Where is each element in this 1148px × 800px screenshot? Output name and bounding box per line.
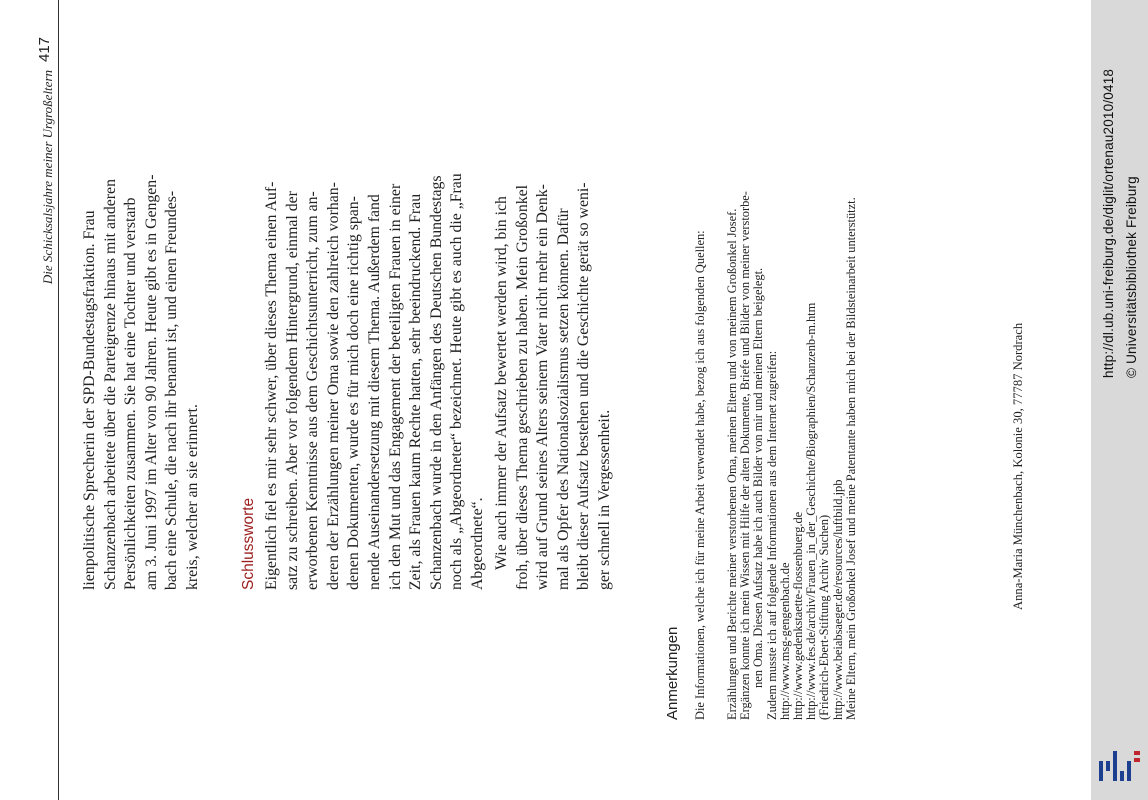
text-line: ger schnell in Vergessenheit. xyxy=(595,409,613,590)
paragraph-closing xyxy=(492,35,616,590)
note-link: http://www.beiabsaeger.de/resources/luftbild.jpb xyxy=(830,479,845,720)
copyright-notice: © Universitätsbibliothek Freiburg xyxy=(1124,176,1139,378)
text-line: denen Dokumenten, wurde es für mich doch eine richtig span- xyxy=(345,196,363,590)
note-line: Erzählungen und Berichte meiner verstorbenen Oma, meinen Eltern und von meinem Großonkel Josef. xyxy=(725,208,739,720)
text-line: Abgeordnete“. xyxy=(468,497,486,590)
text-line: Wie auch immer der Aufsatz bewertet werden wird, bin ich xyxy=(493,196,510,570)
text-line: deren der Erzählungen meiner Oma sowie den zahlreich vorhan- xyxy=(324,182,342,590)
note-line: Meine Eltern, mein Großonkel Josef und meine Patentante haben mich bei der Bildsteinarbeit unterstützt. xyxy=(843,197,858,720)
note-link: http://www.msg-gengenbach.de xyxy=(777,562,792,720)
text-line: satz zu schreiben. Aber vor folgendem Hintergrund, einmal der xyxy=(283,191,301,590)
text-line: nende Auseinandersetzung mit diesem Thema. Außerdem fand xyxy=(365,194,383,590)
library-sidebar xyxy=(1091,0,1148,800)
notes-intro: Die Informationen, welche ich für meine Arbeit verwendet habe, bezog ich aus folgenden Quellen: xyxy=(693,230,707,720)
source-url-link[interactable]: http://dl.ub.uni-freiburg.de/diglit/ortenau2010/0418 xyxy=(1101,68,1116,378)
text-line: ich den Mut und das Engagement der beteiligten Frauen in einer xyxy=(386,183,404,590)
text-line: mal als Opfer des Nationalsozialismus setzen können. Dafür xyxy=(554,208,572,590)
text-line: erworbenen Kenntnisse aus dem Geschichtsunterricht, zum an- xyxy=(304,191,322,590)
note-line: nen Oma. Diesen Aufsatz habe ich auch Bilder von mir und meinen Eltern beigelegt. xyxy=(751,267,766,688)
text-line: Persönlichkeiten zusammen. Sie hat eine Tochter und verstarb xyxy=(122,197,140,590)
text-line: bach eine Schule, die nach ihr benannt ist, und einen Freundes- xyxy=(163,190,181,590)
text-line: Schanzenbach wurde in den Anfängen des Deutschen Bundestags xyxy=(427,175,445,590)
notes-list xyxy=(726,191,858,720)
paragraph-intro xyxy=(80,35,204,590)
author-line: Anna-Maria Münchenbach, Kolonie 30, 77787 Nordrach xyxy=(1011,322,1025,610)
text-line: lienpolitische Sprecherin der SPD-Bundestagsfraktion. Frau xyxy=(81,210,98,590)
note-link: http://www.fes.de/archiv/Frauen_in_der_Geschichte/Biographien/Schanzenb-m.htm xyxy=(804,302,819,720)
note-line: Ergänzen konnte ich mein Wissen mit Hilfe der alten Dokumente, Briefe und Bilder von meiner verstorbe- xyxy=(738,191,753,720)
text-line: wird auf Grund seines Alters seinem Vater nicht mehr ein Denk- xyxy=(534,184,552,590)
page-number: 417 xyxy=(36,36,53,62)
text-line: noch als „Abgeordneter“ bezeichnet. Heute gibt es auch die „Frau xyxy=(448,173,466,590)
text-line: froh, über dieses Thema geschrieben zu haben. Mein Großonkel xyxy=(513,184,531,590)
text-line: kreis, welcher an sie erinnert. xyxy=(183,404,201,590)
text-line: bleibt dieser Aufsatz bestehen und die Geschichte gerät so weni- xyxy=(575,182,593,590)
text-line: Eigentlich fiel es mir sehr schwer, über dieses Thema einen Auf- xyxy=(263,181,280,590)
note-link: http://www.gedenkstaette-flossenbuerg.de xyxy=(791,511,806,720)
paragraph-schlussworte xyxy=(262,35,489,590)
running-header-title: Die Schicksalsjahre meiner Urgroßeltern xyxy=(40,70,55,285)
text-line: Schanzenbach arbeitete über die Parteigrenze hinaus mit anderen xyxy=(101,179,119,590)
heading-schlussworte: Schlussworte xyxy=(240,497,257,590)
note-line: Zudem musste ich auf folgende Informationen aus dem Internet zugreifen: xyxy=(764,350,779,720)
heading-anmerkungen: Anmerkungen xyxy=(664,626,681,720)
text-line: Zeit, als Frauen kaum Rechte hatten, sehr beeindruckend. Frau xyxy=(407,193,425,590)
library-logo-icon xyxy=(1097,742,1143,788)
text-line: am 3. Juni 1997 im Alter von 90 Jahren. Heute gibt es in Gengen- xyxy=(142,174,160,590)
note-line: (Friedrich-Ebert-Stiftung Archiv Suchen) xyxy=(817,514,832,720)
